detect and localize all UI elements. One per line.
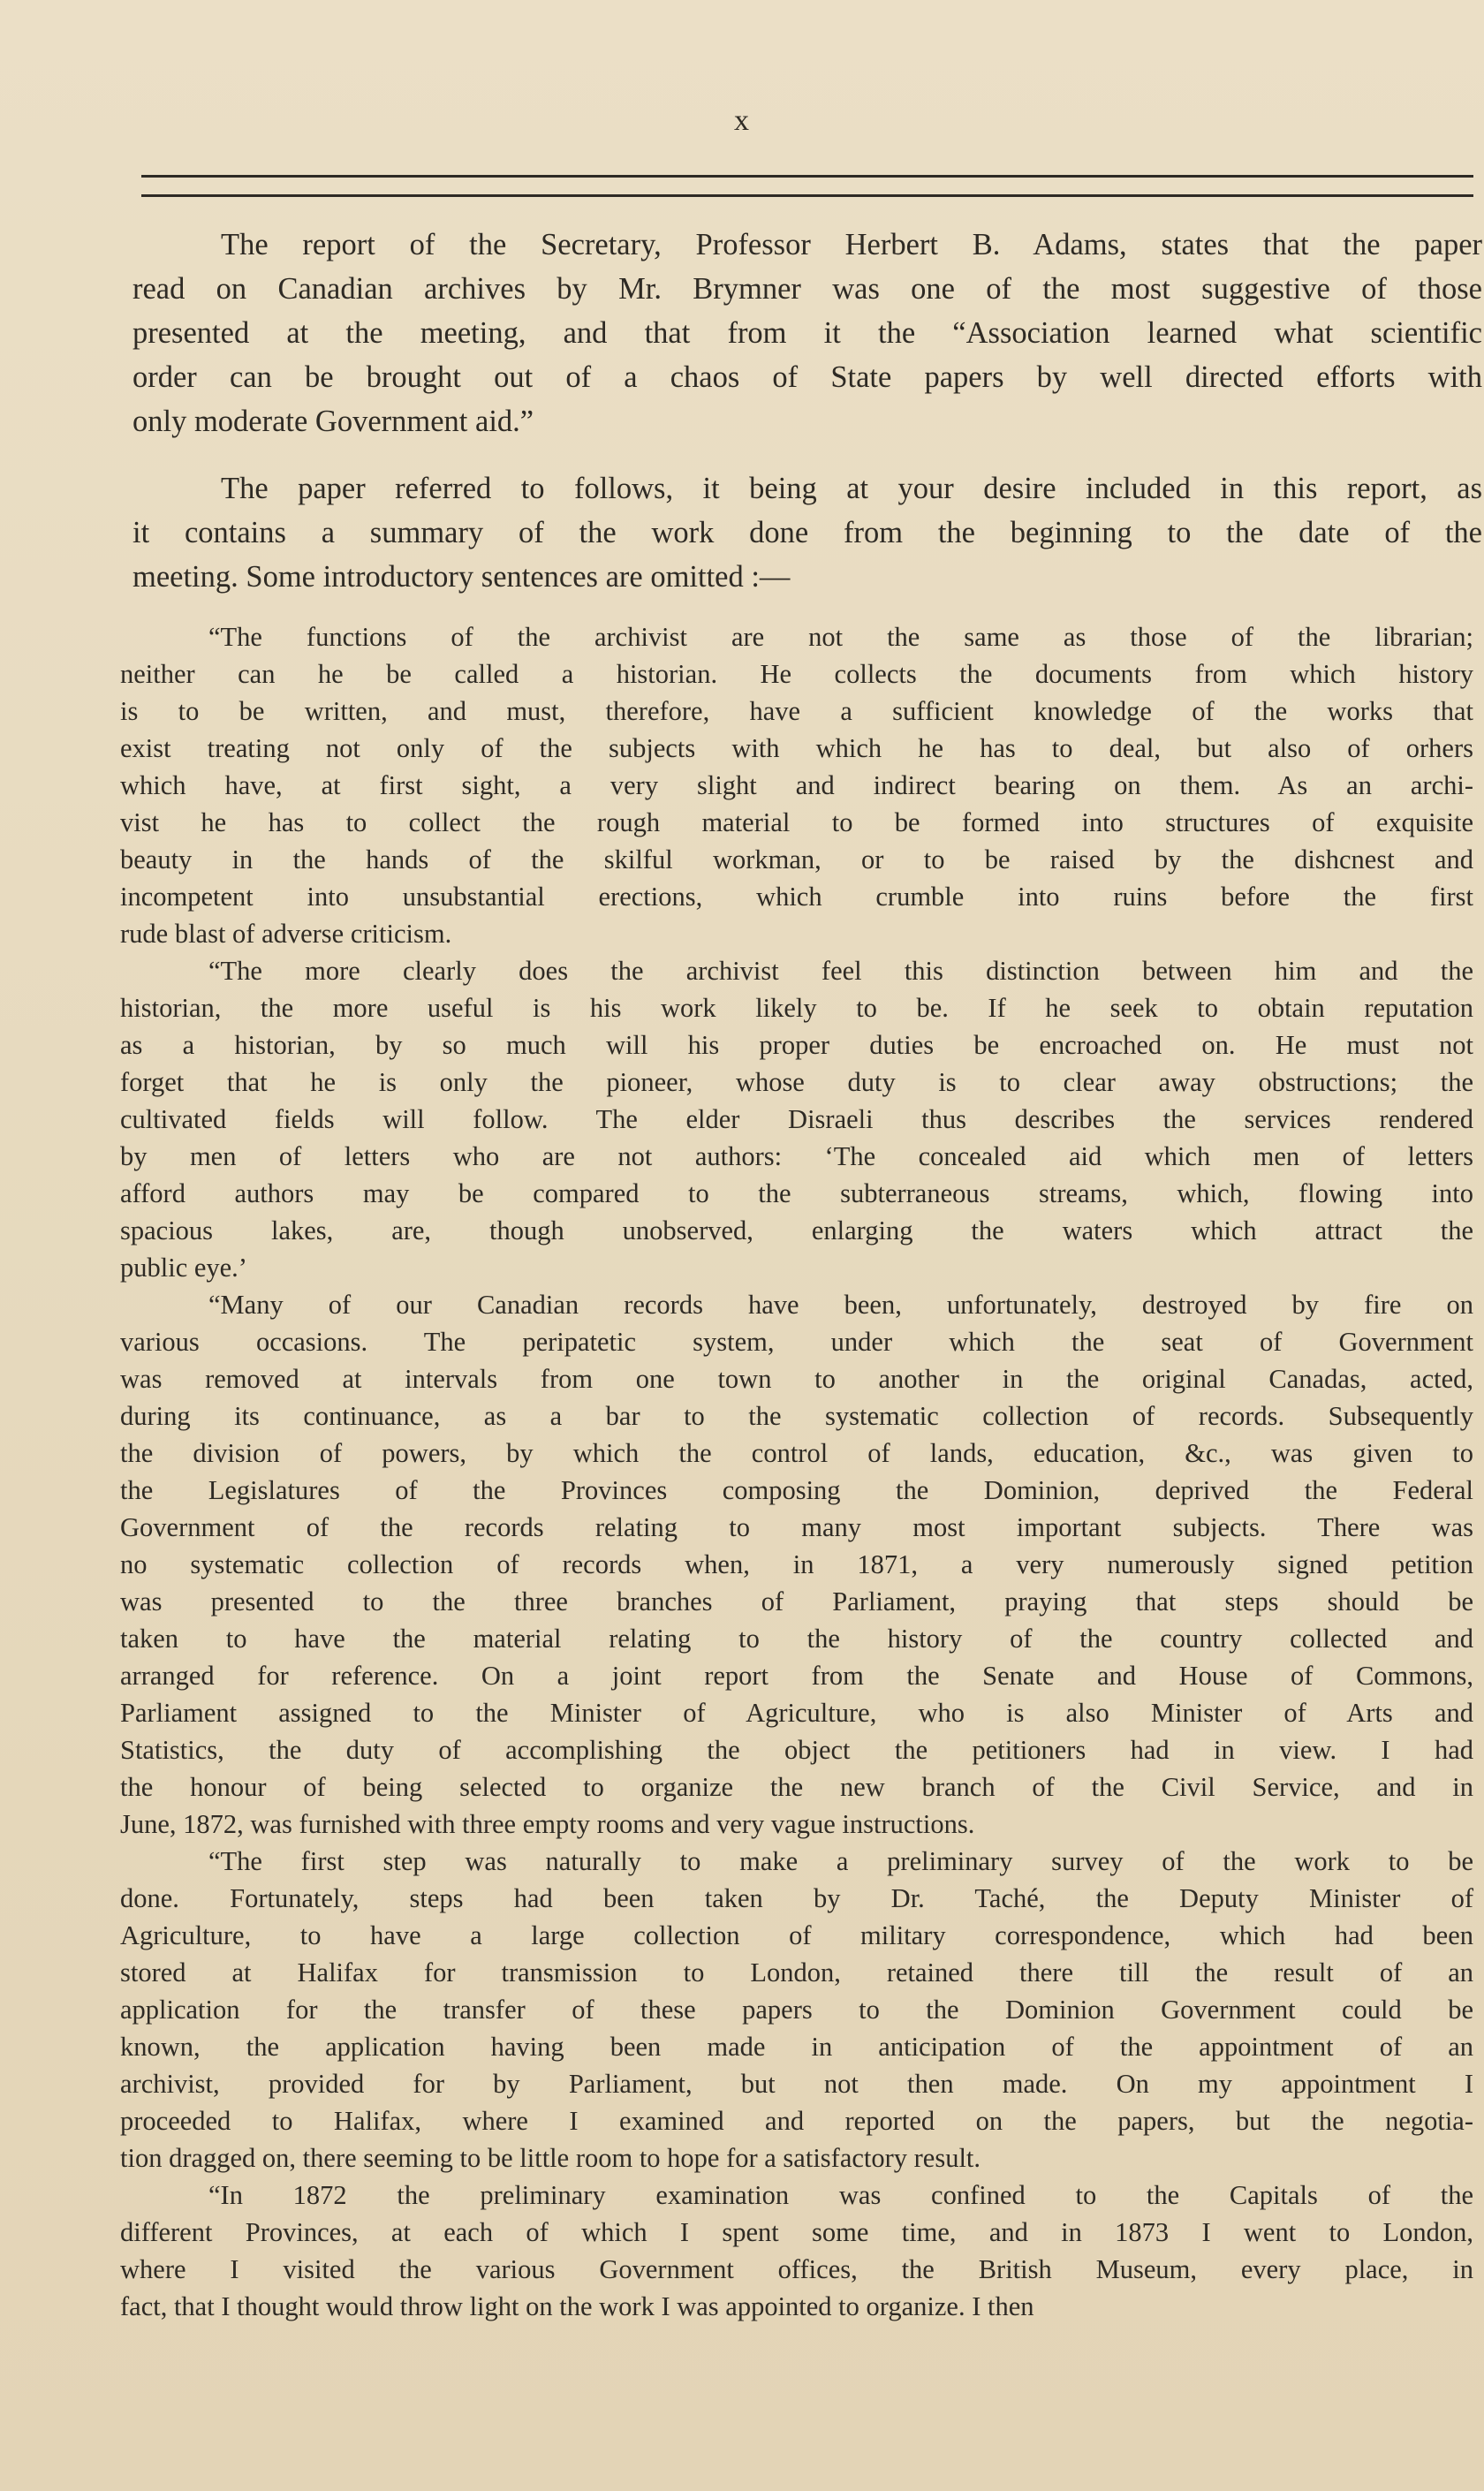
text-line: read on Canadian archives by Mr. Brymner was one of the most suggestive of those [132, 272, 1482, 306]
text-line: June, 1872, was furnished with three empty rooms and very vague instructions. [120, 1809, 975, 1839]
text-line: various occasions. The peripatetic system, under which the seat of Government [120, 1327, 1473, 1357]
text-line: historian, the more useful is his work likely to be. If he seek to obtain reputation [120, 993, 1473, 1023]
text-line: was removed at intervals from one town to another in the original Canadas, acted, [120, 1364, 1473, 1394]
text-line: order can be brought out of a chaos of State papers by well directed efforts with [132, 360, 1482, 394]
text-line: where I visited the various Government offices, the British Museum, every place, in [120, 2254, 1473, 2284]
quoted-paragraph [120, 1286, 1473, 1843]
text-line: stored at Halifax for transmission to London, retained there till the result of an [120, 1957, 1473, 1988]
page-number: x [734, 104, 750, 137]
text-line: during its continuance, as a bar to the systematic collection of records. Subsequently [120, 1401, 1473, 1431]
text-line: only moderate Government aid.” [132, 405, 534, 438]
text-line: done. Fortunately, steps had been taken by Dr. Taché, the Deputy Minister of [120, 1883, 1473, 1913]
text-line: “The functions of the archivist are not the same as those of the librarian; [208, 622, 1473, 652]
text-line: beauty in the hands of the skilful workman, or to be raised by the dishcnest and [120, 844, 1473, 874]
text-line: by men of letters who are not authors: ‘The concealed aid which men of letters [120, 1141, 1473, 1171]
text-line: cultivated fields will follow. The elder Disraeli thus describes the services rendered [120, 1104, 1473, 1134]
text-line: taken to have the material relating to the history of the country collected and [120, 1624, 1473, 1654]
text-line: the honour of being selected to organize the new branch of the Civil Service, and in [120, 1772, 1473, 1802]
text-line: is to be written, and must, therefore, have a sufficient knowledge of the works that [120, 696, 1473, 726]
text-line: known, the application having been made in anticipation of the appointment of an [120, 2032, 1473, 2062]
text-line: as a historian, by so much will his proper duties be encroached on. He must not [120, 1030, 1473, 1060]
quoted-paragraph [120, 1843, 1473, 2177]
text-line: archivist, provided for by Parliament, but not then made. On my appointment I [120, 2069, 1473, 2099]
text-line: Parliament assigned to the Minister of Agriculture, who is also Minister of Arts and [120, 1698, 1473, 1728]
text-line: The report of the Secretary, Professor Herbert B. Adams, states that the paper [221, 228, 1482, 261]
text-line: meeting. Some introductory sentences are omitted :— [132, 560, 791, 594]
text-line: “Many of our Canadian records have been, unfortunately, destroyed by fire on [208, 1290, 1473, 1320]
text-line: “The more clearly does the archivist feel this distinction between him and the [208, 956, 1473, 986]
text-line: was presented to the three branches of Parliament, praying that steps should be [120, 1586, 1473, 1616]
text-line: the Legislatures of the Provinces composing the Dominion, deprived the Federal [120, 1475, 1473, 1505]
text-line: exist treating not only of the subjects with which he has to deal, but also of orhers [120, 733, 1473, 763]
quoted-paper-text [120, 618, 1473, 2325]
text-line: the division of powers, by which the control of lands, education, &c., was given to [120, 1438, 1473, 1468]
text-line: neither can he be called a historian. He collects the documents from which history [120, 659, 1473, 689]
text-line: fact, that I thought would throw light on the work I was appointed to organize. I then [120, 2291, 1034, 2321]
text-line: tion dragged on, there seeming to be little room to hope for a satisfactory result. [120, 2143, 981, 2173]
text-line: presented at the meeting, and that from it the “Association learned what scientific [132, 316, 1482, 350]
text-line: “In 1872 the preliminary examination was confined to the Capitals of the [208, 2180, 1473, 2210]
intro-paragraph-1 [132, 223, 1482, 443]
text-line: The paper referred to follows, it being at your desire included in this report, as [221, 472, 1482, 505]
text-line: arranged for reference. On a joint report from the Senate and House of Commons, [120, 1661, 1473, 1691]
header-rule-top [141, 175, 1473, 178]
text-line: Statistics, the duty of accomplishing the object the petitioners had in view. I had [120, 1735, 1473, 1765]
text-line: proceeded to Halifax, where I examined and reported on the papers, but the negotia- [120, 2106, 1473, 2136]
text-line: spacious lakes, are, though unobserved, enlarging the waters which attract the [120, 1215, 1473, 1246]
text-line: vist he has to collect the rough material to be formed into structures of exquisite [120, 807, 1473, 837]
text-line: Government of the records relating to many most important subjects. There was [120, 1512, 1473, 1542]
quoted-paragraph [120, 618, 1473, 952]
text-line: afford authors may be compared to the subterraneous streams, which, flowing into [120, 1178, 1473, 1208]
intro-paragraph-2 [132, 466, 1482, 599]
text-line: which have, at first sight, a very slight and indirect bearing on them. As an archi- [120, 770, 1473, 800]
text-line: forget that he is only the pioneer, whose duty is to clear away obstructions; the [120, 1067, 1473, 1097]
text-line: no systematic collection of records when, in 1871, a very numerously signed petition [120, 1549, 1473, 1579]
text-line: public eye.’ [120, 1253, 247, 1283]
text-line: incompetent into unsubstantial erections, which crumble into ruins before the first [120, 882, 1473, 912]
text-line: rude blast of adverse criticism. [120, 919, 452, 949]
quoted-paragraph [120, 952, 1473, 1286]
text-line: it contains a summary of the work done from the beginning to the date of the [132, 516, 1482, 549]
text-line: different Provinces, at each of which I spent some time, and in 1873 I went to London, [120, 2217, 1473, 2247]
text-line: Agriculture, to have a large collection of military correspondence, which had been [120, 1920, 1473, 1950]
text-line: application for the transfer of these papers to the Dominion Government could be [120, 1995, 1473, 2025]
text-line: “The first step was naturally to make a preliminary survey of the work to be [208, 1846, 1473, 1876]
quoted-paragraph [120, 2177, 1473, 2325]
header-rule-bottom [141, 194, 1473, 197]
